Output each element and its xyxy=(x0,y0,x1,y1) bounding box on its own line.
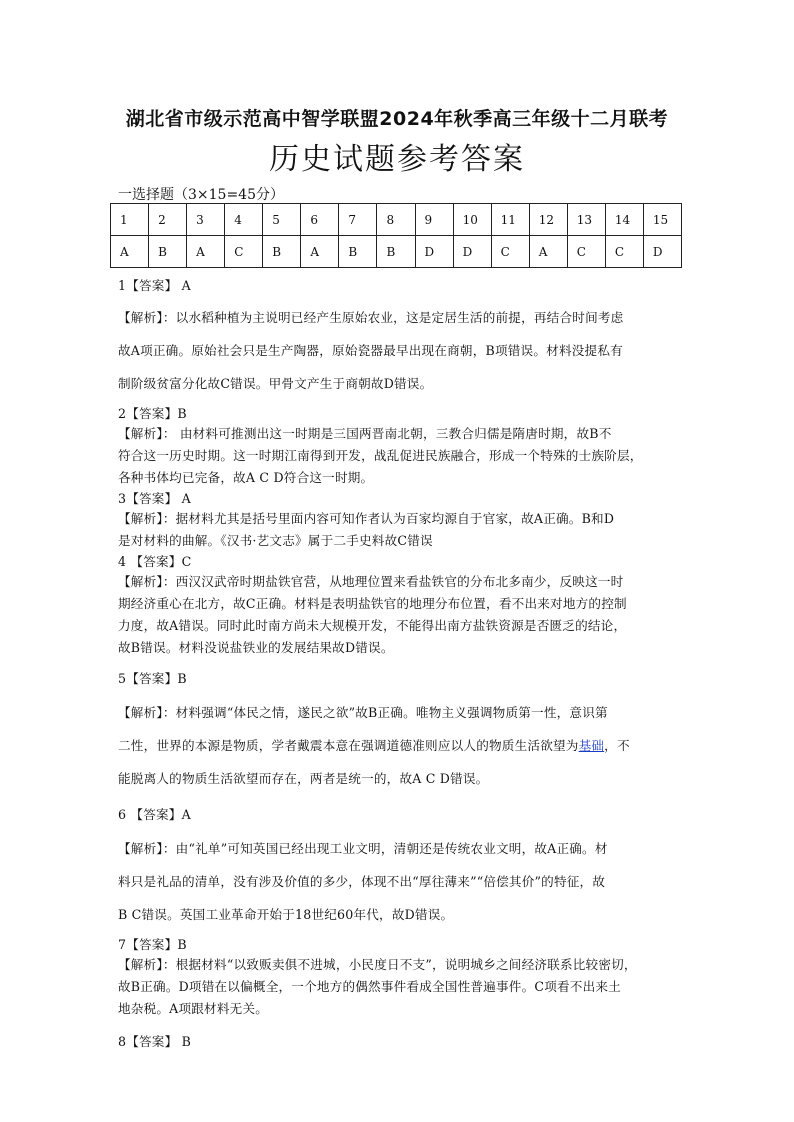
question-6-block xyxy=(118,805,678,931)
question-6-explanation-line: B C错误。英国工业革命开始于18世纪60年代，故D错误。 xyxy=(118,907,454,922)
answer-cell: C xyxy=(567,236,605,268)
question-7-explanation-line: 故B正确。D项错在以偏概全，一个地方的偶然事件看成全国性普遍事件。C项看不出来土 xyxy=(118,979,621,994)
question-4-explanation-line: 期经济重心在北方，故C正确。材料是表明盐铁官的地理分布位置，看不出来对地方的控制 xyxy=(118,596,627,611)
question-3-explanation-line: 【解析】：据材料尤其是括号里面内容可知作者认为百家均源自于官家，故A正确。B和D xyxy=(118,511,615,526)
question-3-answer: 3【答案】 A xyxy=(118,491,191,506)
question-4-explanation-line: 故B错误。材料没说盐铁业的发展结果故D错误。 xyxy=(118,640,394,655)
answer-cell: C xyxy=(225,236,263,268)
question-2-explanation-line: 各种书体均已完备，故A C D符合这一时期。 xyxy=(118,470,374,485)
exam-title: 湖北省市级示范高中智学联盟2024年秋季高三年级十二月联考 xyxy=(125,108,669,130)
question-number-cell: 12 xyxy=(529,204,567,236)
question-7-explanation-line: 地杂税。A项跟材料无关。 xyxy=(118,1001,269,1016)
answer-cell: B xyxy=(149,236,187,268)
question-3-block xyxy=(118,489,678,552)
answer-cell: A xyxy=(301,236,339,268)
question-5-explanation-line: 能脱离人的物质生活欲望而存在，两者是统一的，故A C D错误。 xyxy=(118,771,489,786)
question-number-cell: 7 xyxy=(339,204,377,236)
question-number-cell: 2 xyxy=(149,204,187,236)
answer-cell: B xyxy=(263,236,301,268)
explanations xyxy=(118,276,678,1051)
question-5-explanation-line xyxy=(118,729,678,762)
question-2-explanation-line: 【解析】： 由材料可推测出这一时期是三国两晋南北朝，三教合归儒是隋唐时期，故B不 xyxy=(118,426,612,441)
answer-table-number-row xyxy=(111,204,682,236)
answer-cell: D xyxy=(643,236,681,268)
answer-cell: D xyxy=(415,236,453,268)
question-number-cell: 14 xyxy=(605,204,643,236)
question-number-cell: 13 xyxy=(567,204,605,236)
question-6-explanation-line: 料只是礼品的清单，没有涉及价值的多少，体现不出“厚往薄来”“倍偿其价”的特征，故 xyxy=(118,874,606,889)
question-1-answer: 1【答案】 A xyxy=(118,278,191,293)
question-5-line-text: 二性，世界的本源是物质，学者戴震本意在强调道德准则应以人的物质生活欲望为 xyxy=(118,738,579,753)
answer-cell: C xyxy=(605,236,643,268)
question-number-cell: 11 xyxy=(491,204,529,236)
question-5-explanation-line: 【解析】：材料强调“体民之情，遂民之欲”故B正确。唯物主义强调物质第一性，意识第 xyxy=(118,705,608,720)
question-7-answer: 7【答案】B xyxy=(118,937,187,952)
question-1-explanation-line: 制阶级贫富分化故C错误。甲骨文产生于商朝故D错误。 xyxy=(118,376,433,391)
question-8-answer: 8【答案】 B xyxy=(118,1034,192,1049)
answer-cell: C xyxy=(491,236,529,268)
question-number-cell: 3 xyxy=(187,204,225,236)
question-2-explanation-line: 符合这一历史时期。这一时期江南得到开发，战乱促进民族融合，形成一个特殊的士族阶层， xyxy=(118,448,643,463)
question-5-answer: 5【答案】B xyxy=(118,671,187,686)
answer-cell: A xyxy=(111,236,149,268)
question-7-block xyxy=(118,935,678,1020)
question-2-block xyxy=(118,404,678,489)
answer-cell: A xyxy=(529,236,567,268)
question-number-cell: 4 xyxy=(225,204,263,236)
question-number-cell: 10 xyxy=(453,204,491,236)
question-4-explanation-line: 力度，故A错误。同时此时南方尚未大规模开发，不能得出南方盐铁资源是否匮乏的结论， xyxy=(118,618,627,633)
question-number-cell: 5 xyxy=(263,204,301,236)
question-4-explanation-line: 【解析】：西汉汉武帝时期盐铁官营，从地理位置来看盐铁官的分布北多南少，反映这一时 xyxy=(118,574,624,589)
question-4-block xyxy=(118,552,678,659)
question-1-explanation-line: 【解析】：以水稻种植为主说明已经产生原始农业，这是定居生活的前提，再结合时间考虑 xyxy=(118,310,624,325)
question-number-cell: 9 xyxy=(415,204,453,236)
answer-table xyxy=(110,203,682,268)
answer-table-answer-row xyxy=(111,236,682,268)
basis-link[interactable]: 基础 xyxy=(578,738,605,753)
question-number-cell: 6 xyxy=(301,204,339,236)
question-5-line-tail: ，不 xyxy=(604,738,630,753)
answer-cell: B xyxy=(377,236,415,268)
question-number-cell: 1 xyxy=(111,204,149,236)
question-4-answer: 4 【答案】C xyxy=(118,554,192,569)
question-8-block xyxy=(118,1032,678,1051)
question-5-block xyxy=(118,669,678,795)
question-6-explanation-line: 【解析】：由“礼单”可知英国已经出现工业文明，清朝还是传统农业文明，故A正确。材 xyxy=(118,841,608,856)
answer-cell: D xyxy=(453,236,491,268)
question-6-answer: 6 【答案】A xyxy=(118,807,191,822)
answer-cell: A xyxy=(187,236,225,268)
document-subtitle: 历史试题参考答案 xyxy=(269,142,525,177)
section-heading: 一选择题（3×15=45分） xyxy=(118,187,284,203)
question-1-block xyxy=(118,276,678,400)
question-2-answer: 2【答案】B xyxy=(118,406,187,421)
question-1-explanation-line: 故A项正确。原始社会只是生产陶器，原始瓷器最早出现在商朝，B项错误。材料没提私有 xyxy=(118,343,623,358)
answer-cell: B xyxy=(339,236,377,268)
question-7-explanation-line: 【解析】：根据材料“以致贩卖俱不进城，小民度日不支”，说明城乡之间经济联系比较密切， xyxy=(118,957,637,972)
question-number-cell: 15 xyxy=(643,204,681,236)
question-number-cell: 8 xyxy=(377,204,415,236)
question-3-explanation-line: 是对材料的曲解。《汉书·艺文志》属于二手史料故C错误 xyxy=(118,533,433,548)
